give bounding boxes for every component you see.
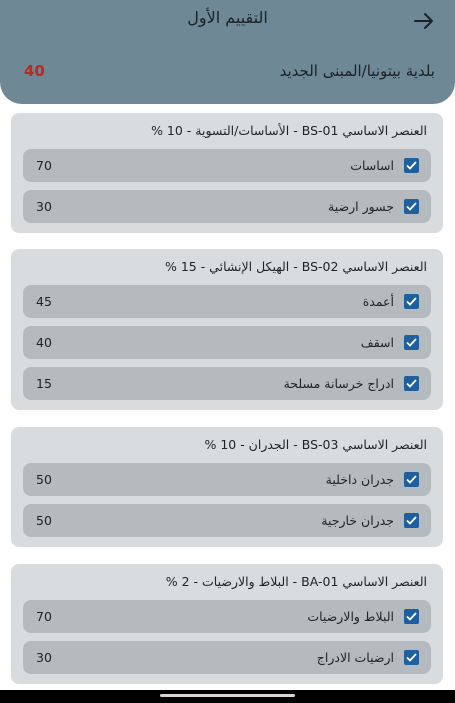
item-label: البلاط والارضيات <box>307 609 394 624</box>
item-label: اسقف <box>360 335 394 350</box>
item-label: جدران خارجية <box>321 513 394 528</box>
checkbox-checked-icon[interactable] <box>404 650 419 665</box>
item-row[interactable] <box>23 600 431 633</box>
checkbox-checked-icon[interactable] <box>404 199 419 214</box>
item-row[interactable] <box>23 285 431 318</box>
section-ba-01 <box>11 564 443 684</box>
system-nav-bar <box>0 690 455 703</box>
item-value: 15 <box>36 376 52 391</box>
item-row[interactable] <box>23 367 431 400</box>
item-row[interactable] <box>23 504 431 537</box>
item-value: 40 <box>36 335 52 350</box>
building-name: بلدية بيتونيا/المبنى الجديد <box>279 62 435 80</box>
total-score: 40 <box>24 62 45 80</box>
checkbox-checked-icon[interactable] <box>404 609 419 624</box>
checkbox-checked-icon[interactable] <box>404 376 419 391</box>
section-bs-02 <box>11 249 443 410</box>
item-label: جسور ارضية <box>328 199 394 214</box>
item-value: 30 <box>36 650 52 665</box>
checkbox-checked-icon[interactable] <box>404 294 419 309</box>
section-bs-03 <box>11 427 443 547</box>
checkbox-checked-icon[interactable] <box>404 472 419 487</box>
checkbox-checked-icon[interactable] <box>404 158 419 173</box>
item-label: أعمدة <box>362 294 394 309</box>
item-value: 70 <box>36 609 52 624</box>
section-title: العنصر الاساسي BA-01 - البلاط والارضيات - 2 % <box>165 574 427 589</box>
page-title: التقييم الأول <box>187 8 268 27</box>
app-header <box>0 0 455 104</box>
item-label: اساسات <box>350 158 394 173</box>
item-label: ارضيات الادراج <box>316 650 394 665</box>
item-row[interactable] <box>23 190 431 223</box>
section-title: العنصر الاساسي BS-02 - الهيكل الإنشائي - 15 % <box>164 259 427 274</box>
item-value: 70 <box>36 158 52 173</box>
item-value: 50 <box>36 513 52 528</box>
section-title: العنصر الاساسي BS-01 - الأساسات/التسوية - 10 % <box>151 123 427 138</box>
item-label: ادراج خرسانة مسلحة <box>283 376 394 391</box>
section-bs-01 <box>11 113 443 233</box>
item-row[interactable] <box>23 641 431 674</box>
item-value: 45 <box>36 294 52 309</box>
checkbox-checked-icon[interactable] <box>404 335 419 350</box>
section-title: العنصر الاساسي BS-03 - الجدران - 10 % <box>204 437 427 452</box>
item-row[interactable] <box>23 326 431 359</box>
item-row[interactable] <box>23 149 431 182</box>
item-value: 30 <box>36 199 52 214</box>
item-label: جدران داخلية <box>325 472 394 487</box>
home-indicator[interactable] <box>160 694 295 697</box>
item-value: 50 <box>36 472 52 487</box>
checkbox-checked-icon[interactable] <box>404 513 419 528</box>
item-row[interactable] <box>23 463 431 496</box>
